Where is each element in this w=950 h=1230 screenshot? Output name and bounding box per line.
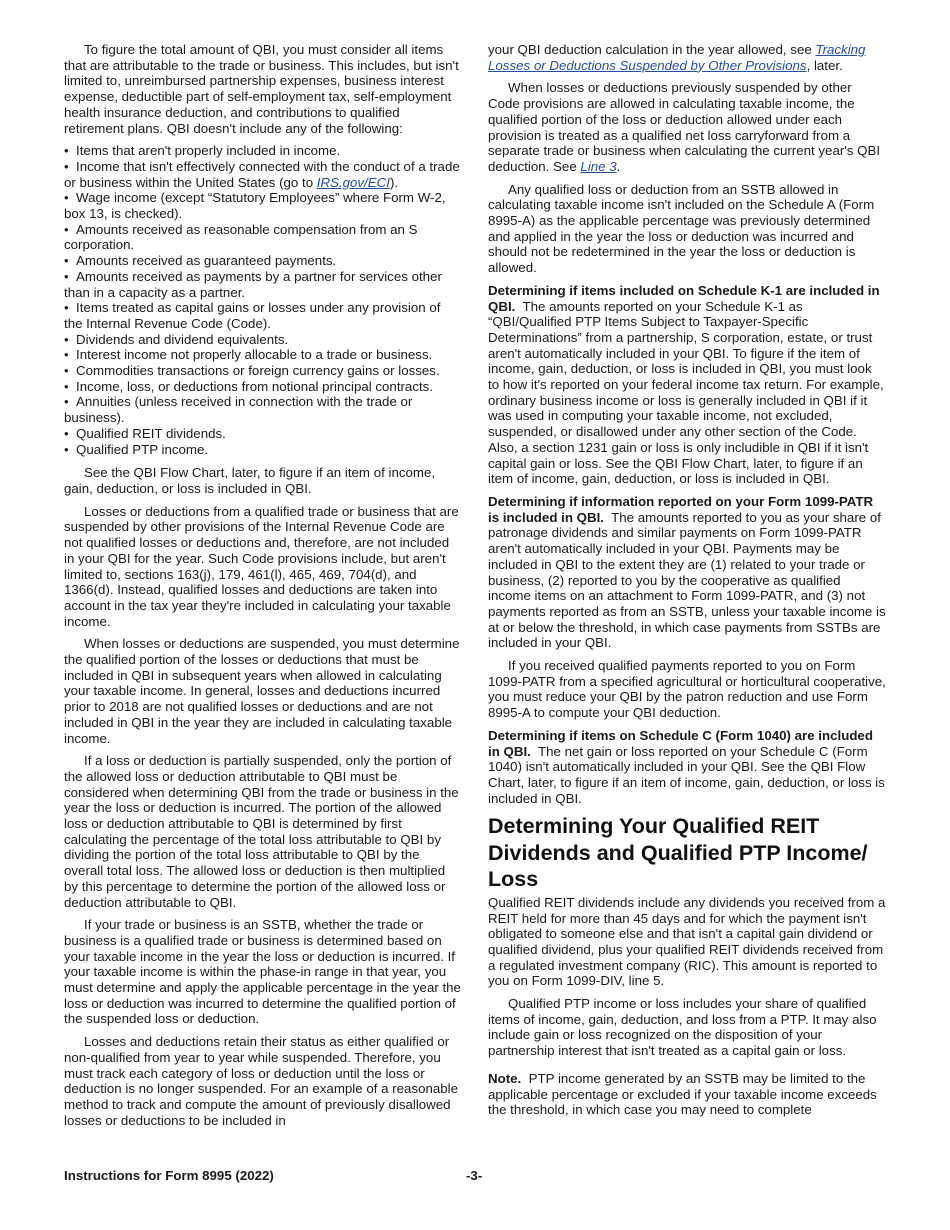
- list-item: • Items that aren't properly included in income.: [64, 143, 462, 159]
- cooperative-paragraph: If you received qualified payments reported to you on Form 1099-PATR from a specified agricultural or horticultural cooperative, you must reduce your QBI by the patron reduction and use Form 8995-A to compute your QBI deduction.: [488, 658, 886, 721]
- note-label: Note.: [488, 1070, 522, 1086]
- list-item: • Dividends and dividend equivalents.: [64, 332, 462, 348]
- schedule-k1-paragraph: [488, 283, 886, 487]
- irs-eci-link[interactable]: IRS.gov/ECI: [316, 174, 390, 190]
- list-item: • Amounts received as payments by a partner for services other than in a capacity as a partner.: [64, 269, 462, 300]
- schedule-c-text: The net gain or loss reported on your Schedule C (Form 1040) isn't automatically included in your QBI. See the QBI Flow Chart, later, to figure if an item of income, gain, deduction, or loss is included in QBI.: [488, 743, 885, 806]
- tracking-paragraph: [488, 42, 886, 73]
- previously-suspended-paragraph: [488, 80, 886, 174]
- qbi-intro-paragraph: To figure the total amount of QBI, you must consider all items that are attributable to the trade or business. This includes, but isn't limited to, unreimbursed partnership expenses, business interest expense, deductible part of self-employment tax, self-employment health insurance deduction, and contributions to qualified retirement plans. QBI doesn't include any of the following:: [64, 42, 459, 136]
- list-item: • Annuities (unless received in connection with the trade or business).: [64, 394, 462, 425]
- list-item: • Wage income (except “Statutory Employees” where Form W-2, box 13, is checked).: [64, 190, 462, 221]
- list-item: • Interest income not properly allocable to a trade or business.: [64, 347, 462, 363]
- schedule-c-heading: Determining if items on Schedule C (Form 1040) are included in QBI.: [488, 727, 873, 759]
- list-item-text: Income that isn't effectively connected with the conduct of a trade or business within the United States (go to: [64, 158, 460, 190]
- list-item: • Items treated as capital gains or losses under any provision of the Internal Revenue Code (Code).: [64, 300, 462, 331]
- list-item: • Amounts received as guaranteed payments.: [64, 253, 462, 269]
- list-item: • Commodities transactions or foreign currency gains or losses.: [64, 363, 462, 379]
- note-text: PTP income generated by an SSTB may be limited to the applicable percentage or excluded if your taxable income exceeds the threshold, in which case you may need to complete: [488, 1070, 877, 1118]
- suspended-losses-paragraph: Losses or deductions from a qualified trade or business that are suspended by other provisions of the Internal Revenue Code are not qualified losses or deductions and, therefore, are not included in your QBI for the year. Such Code provisions include, but aren't limited to, sections 163(j), 179, 461(l), 465, 469, 704(d), and 1366(d). Instead, qualified losses and deductions are taken into account in the tax year they're included in calculating your taxable income.: [64, 503, 459, 629]
- list-item: • Qualified REIT dividends.: [64, 426, 462, 442]
- ptp-income-paragraph: Qualified PTP income or loss includes your share of qualified items of income, gain, deduction, and loss from a PTP. It may also include gain or loss recognized on the disposition of your partnership interest that isn't treated as a capital gain or loss.: [488, 996, 877, 1059]
- previously-suspended-text: When losses or deductions previously suspended by other Code provisions are allowed in calculating taxable income, the qualified portion of the loss or deduction allowed under each provision is treated as a qualified net loss carryforward from a separate trade or business when calculating the current year's QBI deduction. See: [488, 80, 881, 174]
- list-item: • Income, loss, or deductions from notional principal contracts.: [64, 379, 462, 395]
- schedule-k1-text: The amounts reported on your Schedule K-1 as “QBI/Qualified PTP Items Subject to Taxpayer-Specific Determinations” from a partnership, S corporation, estate, or trust aren't automatically included in your QBI. To figure if the item of income, gain, deduction, or loss is included in QBI, you must look to how it's reported on your federal income tax return. For example, ordinary business income or loss is generally included in QBI if it was used in computing your taxable income, not excluded, suspended, or disallowed under any other section of the Code. Also, a section 1231 gain or loss is only includible in QBI if it isn't capital gain or loss. See the QBI Flow Chart, later, to figure if an item of income, gain, deduction, or loss is included in QBI.: [488, 298, 884, 487]
- schedule-k1-heading: Determining if items included on Schedule K-1 are included in QBI.: [488, 282, 880, 314]
- list-item: [64, 159, 462, 190]
- footer-form-title: Instructions for Form 8995 (2022): [64, 1168, 274, 1183]
- status-retention-paragraph: Losses and deductions retain their status as either qualified or non-qualified from year to year while suspended. Therefore, you must track each category of loss or deduction until the loss or deduction is no longer suspended. For an example of a reasonable method to track and compute the amount of previously disallowed losses or deductions to be included in: [64, 1034, 458, 1128]
- qualified-portion-paragraph: When losses or deductions are suspended, you must determine the qualified portion of the losses or deductions that must be included in QBI in subsequent years when allowed in calculating your taxable income. In general, losses and deductions incurred prior to 2018 are not qualified losses or deductions and are not included in QBI in the year they are included in calculating taxable income.: [64, 636, 460, 746]
- previously-suspended-tail: .: [616, 158, 621, 174]
- line-3-link[interactable]: Line 3: [580, 158, 617, 174]
- list-item-tail: ).: [389, 174, 399, 190]
- note-paragraph: [488, 1071, 886, 1118]
- form-1099-patr-text: The amounts reported to you as your share of patronage dividends and similar payments on Form 1099-PATR aren't automatically included in your QBI. Payments may be included in QBI to the extent they are (1) related to your trade or business, (2) reported to you by the cooperative as qualified income items on an attachment to Form 1099-PATR, and (3) not payments reported as from an SSTB, unless your taxable income is at or below the threshold, in which case payments from SSTBs are included in your QBI.: [488, 509, 886, 651]
- right-column: [488, 42, 886, 1125]
- tracking-losses-link[interactable]: Tracking Losses or Deductions Suspended by Other Provisions: [488, 42, 866, 73]
- left-column: [64, 42, 462, 1135]
- form-1099-patr-paragraph: [488, 494, 886, 651]
- reit-dividends-paragraph: Qualified REIT dividends include any dividends you received from a REIT held for more than 45 days and for which the payment isn't obligated to someone else and that isn't a capital gain dividend or qualified dividend, plus your qualified REIT dividends received from a regulated investment company (RIC). This amount is reported to you on Form 1099-DIV, line 5.: [488, 894, 886, 989]
- list-item: • Qualified PTP income.: [64, 442, 462, 458]
- tracking-tail: , later.: [806, 57, 843, 73]
- page-number: -3-: [466, 1168, 483, 1183]
- sstb-allowed-paragraph: Any qualified loss or deduction from an SSTB allowed in calculating taxable income isn't included on the Schedule A (Form 8995-A) as the applicable percentage was previously determined and applied in the year the loss or deduction was incurred and should not be redetermined in the year the loss or deduction is allowed.: [488, 181, 875, 276]
- flow-chart-paragraph: See the QBI Flow Chart, later, to figure if an item of income, gain, deduction, or loss is included in QBI.: [64, 465, 436, 496]
- tracking-text: your QBI deduction calculation in the year allowed, see: [488, 42, 816, 57]
- sstb-paragraph: If your trade or business is an SSTB, whether the trade or business is a qualified trade or business is determined based on your taxable income in the year the loss or deduction is incurred. If your taxable income is within the phase-in range in that year, you must determine and apply the applicable percentage in the year the loss or deduction was incurred to determine the qualified portion of the suspended loss or deduction.: [64, 917, 461, 1027]
- partially-suspended-paragraph: If a loss or deduction is partially suspended, only the portion of the allowed loss or deduction attributable to QBI must be considered when determining QBI from the trade or business in the year the loss or deduction is incurred. The portion of the allowed loss or deduction attributable to QBI is determined by first calculating the percentage of the total loss attributable to QBI by dividing the portion of the total loss attributable to QBI by the overall total loss. The allowed loss or deduction is then multiplied by this percentage to determine the portion of the allowed loss or deduction attributable to QBI.: [64, 753, 459, 910]
- schedule-c-paragraph: [488, 728, 886, 807]
- qbi-exclusions-list: [64, 143, 462, 457]
- list-item: • Amounts received as reasonable compensation from an S corporation.: [64, 222, 462, 253]
- section-heading: Determining Your Qualified REIT Dividends and Qualified PTP Income/ Loss: [488, 814, 868, 892]
- form-1099-patr-heading: Determining if information reported on your Form 1099-PATR is included in QBI.: [488, 493, 874, 525]
